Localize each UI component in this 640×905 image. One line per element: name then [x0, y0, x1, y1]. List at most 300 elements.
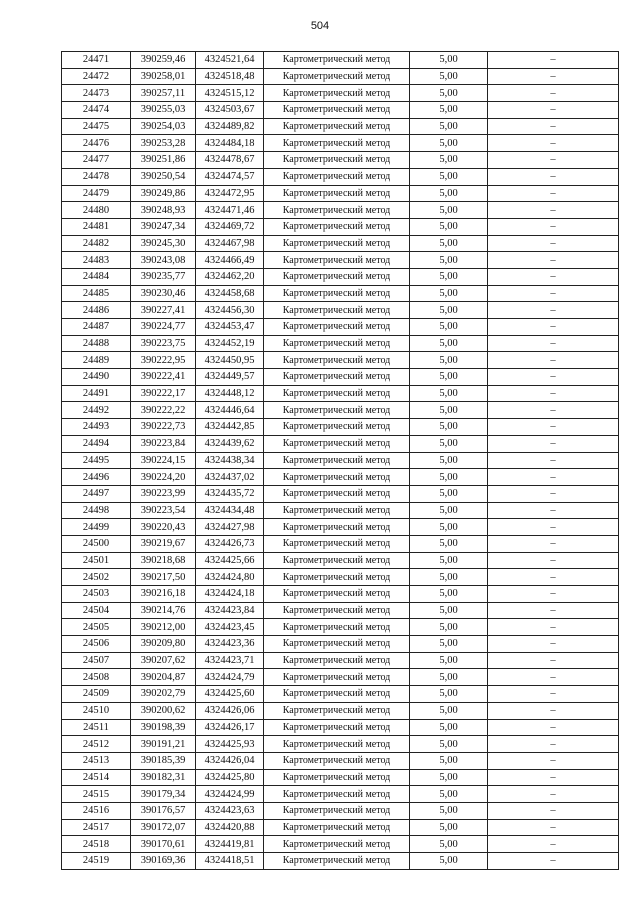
x-coordinate-cell: 390212,00 [131, 619, 196, 636]
x-coordinate-cell: 390248,93 [131, 202, 196, 219]
y-coordinate-cell: 4324437,02 [196, 469, 264, 486]
accuracy-cell: 5,00 [410, 168, 488, 185]
x-coordinate-cell: 390222,73 [131, 419, 196, 436]
note-cell: – [488, 769, 619, 786]
x-coordinate-cell: 390204,87 [131, 669, 196, 686]
accuracy-cell: 5,00 [410, 836, 488, 853]
point-number-cell: 24508 [62, 669, 131, 686]
table-row [62, 85, 619, 102]
table-row [62, 319, 619, 336]
point-number-cell: 24496 [62, 469, 131, 486]
note-cell: – [488, 636, 619, 653]
point-number-cell: 24489 [62, 352, 131, 369]
note-cell: – [488, 702, 619, 719]
y-coordinate-cell: 4324453,47 [196, 319, 264, 336]
point-number-cell: 24490 [62, 369, 131, 386]
method-cell: Картометрический метод [264, 369, 410, 386]
x-coordinate-cell: 390253,28 [131, 135, 196, 152]
note-cell: – [488, 469, 619, 486]
point-number-cell: 24513 [62, 752, 131, 769]
note-cell: – [488, 152, 619, 169]
method-cell: Картометрический метод [264, 419, 410, 436]
table-row [62, 535, 619, 552]
table-row [62, 853, 619, 870]
table-row [62, 485, 619, 502]
accuracy-cell: 5,00 [410, 786, 488, 803]
table-row [62, 702, 619, 719]
method-cell: Картометрический метод [264, 319, 410, 336]
x-coordinate-cell: 390222,17 [131, 385, 196, 402]
table-row [62, 118, 619, 135]
method-cell: Картометрический метод [264, 202, 410, 219]
y-coordinate-cell: 4324419,81 [196, 836, 264, 853]
accuracy-cell: 5,00 [410, 485, 488, 502]
table-row [62, 435, 619, 452]
note-cell: – [488, 85, 619, 102]
y-coordinate-cell: 4324518,48 [196, 68, 264, 85]
method-cell: Картометрический метод [264, 252, 410, 269]
point-number-cell: 24497 [62, 485, 131, 502]
y-coordinate-cell: 4324426,73 [196, 535, 264, 552]
y-coordinate-cell: 4324434,48 [196, 502, 264, 519]
accuracy-cell: 5,00 [410, 302, 488, 319]
x-coordinate-cell: 390222,95 [131, 352, 196, 369]
method-cell: Картометрический метод [264, 569, 410, 586]
note-cell: – [488, 853, 619, 870]
point-number-cell: 24484 [62, 268, 131, 285]
note-cell: – [488, 385, 619, 402]
point-number-cell: 24494 [62, 435, 131, 452]
x-coordinate-cell: 390224,77 [131, 319, 196, 336]
point-number-cell: 24518 [62, 836, 131, 853]
method-cell: Картометрический метод [264, 769, 410, 786]
y-coordinate-cell: 4324474,57 [196, 168, 264, 185]
method-cell: Картометрический метод [264, 652, 410, 669]
table-row [62, 302, 619, 319]
point-number-cell: 24517 [62, 819, 131, 836]
accuracy-cell: 5,00 [410, 419, 488, 436]
y-coordinate-cell: 4324458,68 [196, 285, 264, 302]
accuracy-cell: 5,00 [410, 235, 488, 252]
y-coordinate-cell: 4324427,98 [196, 519, 264, 536]
y-coordinate-cell: 4324424,80 [196, 569, 264, 586]
note-cell: – [488, 102, 619, 119]
y-coordinate-cell: 4324423,45 [196, 619, 264, 636]
note-cell: – [488, 819, 619, 836]
accuracy-cell: 5,00 [410, 569, 488, 586]
point-number-cell: 24487 [62, 319, 131, 336]
note-cell: – [488, 402, 619, 419]
x-coordinate-cell: 390223,84 [131, 435, 196, 452]
note-cell: – [488, 435, 619, 452]
table-row [62, 252, 619, 269]
point-number-cell: 24506 [62, 636, 131, 653]
x-coordinate-cell: 390191,21 [131, 736, 196, 753]
x-coordinate-cell: 390176,57 [131, 802, 196, 819]
table-row [62, 769, 619, 786]
table-row [62, 652, 619, 669]
x-coordinate-cell: 390217,50 [131, 569, 196, 586]
accuracy-cell: 5,00 [410, 469, 488, 486]
table-row [62, 519, 619, 536]
y-coordinate-cell: 4324426,17 [196, 719, 264, 736]
method-cell: Картометрический метод [264, 85, 410, 102]
y-coordinate-cell: 4324424,99 [196, 786, 264, 803]
table-row [62, 836, 619, 853]
accuracy-cell: 5,00 [410, 552, 488, 569]
table-row [62, 385, 619, 402]
point-number-cell: 24501 [62, 552, 131, 569]
y-coordinate-cell: 4324426,06 [196, 702, 264, 719]
table-row [62, 802, 619, 819]
x-coordinate-cell: 390220,43 [131, 519, 196, 536]
accuracy-cell: 5,00 [410, 118, 488, 135]
x-coordinate-cell: 390202,79 [131, 686, 196, 703]
table-row [62, 502, 619, 519]
method-cell: Картометрический метод [264, 702, 410, 719]
accuracy-cell: 5,00 [410, 385, 488, 402]
note-cell: – [488, 319, 619, 336]
point-number-cell: 24482 [62, 235, 131, 252]
note-cell: – [488, 335, 619, 352]
note-cell: – [488, 352, 619, 369]
table-row [62, 752, 619, 769]
method-cell: Картометрический метод [264, 469, 410, 486]
x-coordinate-cell: 390247,34 [131, 218, 196, 235]
accuracy-cell: 5,00 [410, 769, 488, 786]
point-number-cell: 24505 [62, 619, 131, 636]
note-cell: – [488, 552, 619, 569]
table-row [62, 268, 619, 285]
y-coordinate-cell: 4324489,82 [196, 118, 264, 135]
coordinates-table [61, 51, 619, 870]
x-coordinate-cell: 390185,39 [131, 752, 196, 769]
y-coordinate-cell: 4324503,67 [196, 102, 264, 119]
point-number-cell: 24479 [62, 185, 131, 202]
x-coordinate-cell: 390182,31 [131, 769, 196, 786]
note-cell: – [488, 285, 619, 302]
point-number-cell: 24485 [62, 285, 131, 302]
table-row [62, 352, 619, 369]
x-coordinate-cell: 390235,77 [131, 268, 196, 285]
table-row [62, 102, 619, 119]
note-cell: – [488, 502, 619, 519]
point-number-cell: 24504 [62, 602, 131, 619]
note-cell: – [488, 652, 619, 669]
method-cell: Картометрический метод [264, 452, 410, 469]
method-cell: Картометрический метод [264, 168, 410, 185]
y-coordinate-cell: 4324472,95 [196, 185, 264, 202]
method-cell: Картометрический метод [264, 836, 410, 853]
note-cell: – [488, 619, 619, 636]
method-cell: Картометрический метод [264, 552, 410, 569]
accuracy-cell: 5,00 [410, 319, 488, 336]
accuracy-cell: 5,00 [410, 252, 488, 269]
table-row [62, 469, 619, 486]
y-coordinate-cell: 4324425,93 [196, 736, 264, 753]
point-number-cell: 24480 [62, 202, 131, 219]
y-coordinate-cell: 4324452,19 [196, 335, 264, 352]
x-coordinate-cell: 390169,36 [131, 853, 196, 870]
point-number-cell: 24516 [62, 802, 131, 819]
note-cell: – [488, 235, 619, 252]
table-row [62, 452, 619, 469]
accuracy-cell: 5,00 [410, 752, 488, 769]
table-row [62, 669, 619, 686]
method-cell: Картометрический метод [264, 602, 410, 619]
point-number-cell: 24478 [62, 168, 131, 185]
table-row [62, 202, 619, 219]
table-row [62, 168, 619, 185]
method-cell: Картометрический метод [264, 135, 410, 152]
point-number-cell: 24486 [62, 302, 131, 319]
table-row [62, 819, 619, 836]
accuracy-cell: 5,00 [410, 335, 488, 352]
x-coordinate-cell: 390243,08 [131, 252, 196, 269]
accuracy-cell: 5,00 [410, 268, 488, 285]
method-cell: Картометрический метод [264, 185, 410, 202]
point-number-cell: 24499 [62, 519, 131, 536]
point-number-cell: 24493 [62, 419, 131, 436]
x-coordinate-cell: 390258,01 [131, 68, 196, 85]
table-row [62, 369, 619, 386]
y-coordinate-cell: 4324424,18 [196, 586, 264, 603]
table-row [62, 552, 619, 569]
accuracy-cell: 5,00 [410, 102, 488, 119]
x-coordinate-cell: 390245,30 [131, 235, 196, 252]
accuracy-cell: 5,00 [410, 135, 488, 152]
method-cell: Картометрический метод [264, 535, 410, 552]
y-coordinate-cell: 4324423,71 [196, 652, 264, 669]
note-cell: – [488, 168, 619, 185]
point-number-cell: 24514 [62, 769, 131, 786]
table-body [62, 52, 619, 870]
x-coordinate-cell: 390255,03 [131, 102, 196, 119]
point-number-cell: 24476 [62, 135, 131, 152]
x-coordinate-cell: 390249,86 [131, 185, 196, 202]
note-cell: – [488, 836, 619, 853]
note-cell: – [488, 118, 619, 135]
x-coordinate-cell: 390218,68 [131, 552, 196, 569]
method-cell: Картометрический метод [264, 352, 410, 369]
accuracy-cell: 5,00 [410, 619, 488, 636]
point-number-cell: 24512 [62, 736, 131, 753]
y-coordinate-cell: 4324418,51 [196, 853, 264, 870]
x-coordinate-cell: 390223,99 [131, 485, 196, 502]
table-row [62, 586, 619, 603]
method-cell: Картометрический метод [264, 502, 410, 519]
accuracy-cell: 5,00 [410, 285, 488, 302]
accuracy-cell: 5,00 [410, 435, 488, 452]
accuracy-cell: 5,00 [410, 152, 488, 169]
table-row [62, 786, 619, 803]
table-row [62, 235, 619, 252]
point-number-cell: 24500 [62, 535, 131, 552]
point-number-cell: 24477 [62, 152, 131, 169]
accuracy-cell: 5,00 [410, 502, 488, 519]
y-coordinate-cell: 4324423,36 [196, 636, 264, 653]
table-row [62, 619, 619, 636]
table-row [62, 419, 619, 436]
x-coordinate-cell: 390223,54 [131, 502, 196, 519]
point-number-cell: 24474 [62, 102, 131, 119]
note-cell: – [488, 452, 619, 469]
x-coordinate-cell: 390254,03 [131, 118, 196, 135]
y-coordinate-cell: 4324462,20 [196, 268, 264, 285]
method-cell: Картометрический метод [264, 52, 410, 69]
x-coordinate-cell: 390230,46 [131, 285, 196, 302]
table-row [62, 686, 619, 703]
x-coordinate-cell: 390227,41 [131, 302, 196, 319]
method-cell: Картометрический метод [264, 619, 410, 636]
accuracy-cell: 5,00 [410, 52, 488, 69]
method-cell: Картометрический метод [264, 268, 410, 285]
point-number-cell: 24488 [62, 335, 131, 352]
table-row [62, 152, 619, 169]
method-cell: Картометрический метод [264, 152, 410, 169]
table-row [62, 218, 619, 235]
y-coordinate-cell: 4324466,49 [196, 252, 264, 269]
method-cell: Картометрический метод [264, 435, 410, 452]
point-number-cell: 24511 [62, 719, 131, 736]
accuracy-cell: 5,00 [410, 652, 488, 669]
note-cell: – [488, 535, 619, 552]
note-cell: – [488, 369, 619, 386]
x-coordinate-cell: 390222,22 [131, 402, 196, 419]
point-number-cell: 24498 [62, 502, 131, 519]
table-row [62, 135, 619, 152]
y-coordinate-cell: 4324446,64 [196, 402, 264, 419]
table-row [62, 335, 619, 352]
accuracy-cell: 5,00 [410, 802, 488, 819]
note-cell: – [488, 719, 619, 736]
accuracy-cell: 5,00 [410, 853, 488, 870]
note-cell: – [488, 569, 619, 586]
y-coordinate-cell: 4324425,80 [196, 769, 264, 786]
note-cell: – [488, 802, 619, 819]
method-cell: Картометрический метод [264, 802, 410, 819]
x-coordinate-cell: 390223,75 [131, 335, 196, 352]
x-coordinate-cell: 390222,41 [131, 369, 196, 386]
accuracy-cell: 5,00 [410, 352, 488, 369]
y-coordinate-cell: 4324515,12 [196, 85, 264, 102]
table-row [62, 719, 619, 736]
x-coordinate-cell: 390259,46 [131, 52, 196, 69]
table-row [62, 68, 619, 85]
accuracy-cell: 5,00 [410, 669, 488, 686]
method-cell: Картометрический метод [264, 102, 410, 119]
y-coordinate-cell: 4324449,57 [196, 369, 264, 386]
x-coordinate-cell: 390250,54 [131, 168, 196, 185]
method-cell: Картометрический метод [264, 335, 410, 352]
method-cell: Картометрический метод [264, 853, 410, 870]
table-row [62, 569, 619, 586]
method-cell: Картометрический метод [264, 385, 410, 402]
accuracy-cell: 5,00 [410, 85, 488, 102]
y-coordinate-cell: 4324439,62 [196, 435, 264, 452]
note-cell: – [488, 485, 619, 502]
point-number-cell: 24510 [62, 702, 131, 719]
note-cell: – [488, 752, 619, 769]
y-coordinate-cell: 4324442,85 [196, 419, 264, 436]
point-number-cell: 24475 [62, 118, 131, 135]
y-coordinate-cell: 4324471,46 [196, 202, 264, 219]
note-cell: – [488, 586, 619, 603]
accuracy-cell: 5,00 [410, 636, 488, 653]
point-number-cell: 24503 [62, 586, 131, 603]
x-coordinate-cell: 390224,15 [131, 452, 196, 469]
note-cell: – [488, 519, 619, 536]
method-cell: Картометрический метод [264, 485, 410, 502]
method-cell: Картометрический метод [264, 235, 410, 252]
accuracy-cell: 5,00 [410, 586, 488, 603]
y-coordinate-cell: 4324435,72 [196, 485, 264, 502]
note-cell: – [488, 218, 619, 235]
note-cell: – [488, 736, 619, 753]
method-cell: Картометрический метод [264, 736, 410, 753]
method-cell: Картометрический метод [264, 686, 410, 703]
method-cell: Картометрический метод [264, 402, 410, 419]
point-number-cell: 24515 [62, 786, 131, 803]
point-number-cell: 24472 [62, 68, 131, 85]
method-cell: Картометрический метод [264, 786, 410, 803]
y-coordinate-cell: 4324423,84 [196, 602, 264, 619]
point-number-cell: 24502 [62, 569, 131, 586]
table-row [62, 52, 619, 69]
method-cell: Картометрический метод [264, 819, 410, 836]
method-cell: Картометрический метод [264, 285, 410, 302]
method-cell: Картометрический метод [264, 669, 410, 686]
accuracy-cell: 5,00 [410, 185, 488, 202]
table-row [62, 402, 619, 419]
point-number-cell: 24471 [62, 52, 131, 69]
x-coordinate-cell: 390219,67 [131, 535, 196, 552]
accuracy-cell: 5,00 [410, 218, 488, 235]
y-coordinate-cell: 4324423,63 [196, 802, 264, 819]
accuracy-cell: 5,00 [410, 369, 488, 386]
note-cell: – [488, 68, 619, 85]
x-coordinate-cell: 390172,07 [131, 819, 196, 836]
note-cell: – [488, 135, 619, 152]
x-coordinate-cell: 390179,34 [131, 786, 196, 803]
table-row [62, 185, 619, 202]
y-coordinate-cell: 4324420,88 [196, 819, 264, 836]
page-number: 504 [310, 20, 330, 32]
x-coordinate-cell: 390198,39 [131, 719, 196, 736]
x-coordinate-cell: 390251,86 [131, 152, 196, 169]
accuracy-cell: 5,00 [410, 202, 488, 219]
y-coordinate-cell: 4324467,98 [196, 235, 264, 252]
y-coordinate-cell: 4324484,18 [196, 135, 264, 152]
accuracy-cell: 5,00 [410, 736, 488, 753]
note-cell: – [488, 419, 619, 436]
note-cell: – [488, 202, 619, 219]
method-cell: Картометрический метод [264, 719, 410, 736]
method-cell: Картометрический метод [264, 118, 410, 135]
method-cell: Картометрический метод [264, 519, 410, 536]
point-number-cell: 24507 [62, 652, 131, 669]
point-number-cell: 24509 [62, 686, 131, 703]
x-coordinate-cell: 390216,18 [131, 586, 196, 603]
point-number-cell: 24519 [62, 853, 131, 870]
accuracy-cell: 5,00 [410, 519, 488, 536]
y-coordinate-cell: 4324425,60 [196, 686, 264, 703]
note-cell: – [488, 185, 619, 202]
y-coordinate-cell: 4324450,95 [196, 352, 264, 369]
note-cell: – [488, 52, 619, 69]
x-coordinate-cell: 390170,61 [131, 836, 196, 853]
note-cell: – [488, 302, 619, 319]
